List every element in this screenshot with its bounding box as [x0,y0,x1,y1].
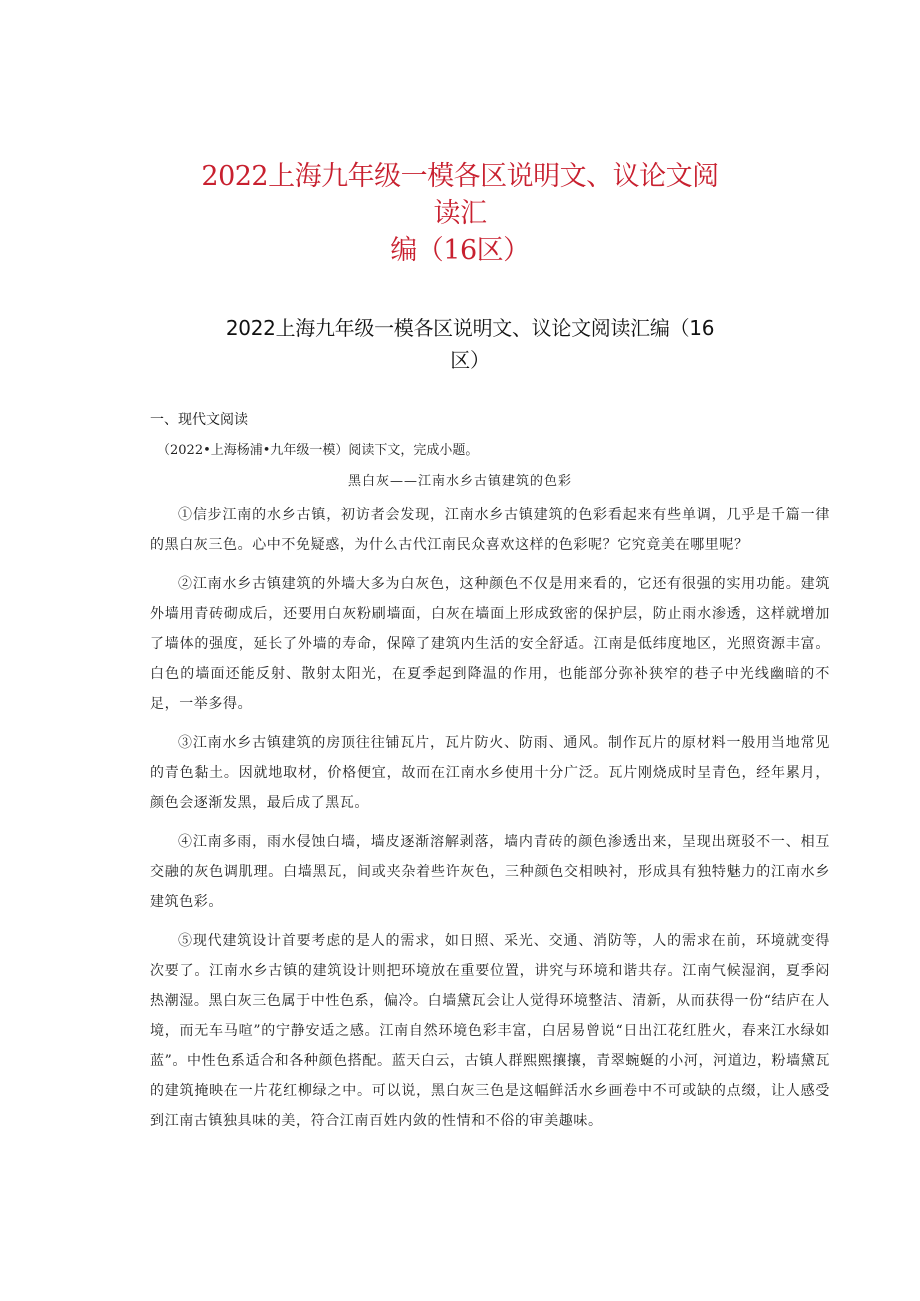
red-title-line-2: 编（16区） [390,235,530,266]
paragraph-3: ③江南水乡古镇建筑的房顶往往铺瓦片，瓦片防火、防雨、通风。制作瓦片的原材料一般用当地常见的青色黏土。因就地取材，价格便宜，故而在江南水乡使用十分广泛。瓦片刚烧成时呈青色，经年累月，颜色会逐渐发黑，最后成了黑瓦。 [150,735,830,811]
black-title-line-2: 区） [450,348,490,372]
paragraph-4: ④江南多雨，雨水侵蚀白墙，墙皮逐渐溶解剥落，墙内青砖的颜色渗透出来，呈现出斑驳不一、相互交融的灰色调肌理。白墙黑瓦，间或夹杂着些许灰色，三种颜色交相映衬，形成具有独特魅力的江南水乡建筑色彩。 [150,834,830,910]
paragraph-2: ②江南水乡古镇建筑的外墙大多为白灰色，这种颜色不仅是用来看的，它还有很强的实用功能。建筑外墙用青砖砌成后，还要用白灰粉刷墙面，白灰在墙面上形成致密的保护层，防止雨水渗透，这样就增加了墙体的强度，延长了外墙的寿命，保障了建筑内生活的安全舒适。江南是低纬度地区，光照资源丰富。白色的墙面还能反射、散射太阳光，在夏季起到降温的作用，也能部分弥补狭窄的巷子中光线幽暗的不足，一举多得。 [150,576,830,712]
document-title-red [190,158,730,269]
section-heading: 一、现代文阅读 [150,412,248,428]
paragraph-5: ⑤现代建筑设计首要考虑的是人的需求，如日照、采光、交通、消防等，人的需求在前，环境就变得次要了。江南水乡古镇的建筑设计则把环境放在重要位置，讲究与环境和谐共存。江南气候湿润，夏季闷热潮湿。黑白灰三色属于中性色系，偏冷。白墙黛瓦会让人觉得环境整洁、清新，从而获得一份“结庐在人境，而无车马喧”的宁静安适之感。江南自然环境色彩丰富，白居易曾说“日出江花红胜火，春来江水绿如蓝”。中性色系适合和各种颜色搭配。蓝天白云，古镇人群熙熙攘攘，青翠蜿蜒的小河，河道边，粉墙黛瓦的建筑掩映在一片花红柳绿之中。可以说，黑白灰三色是这幅鲜活水乡画卷中不可或缺的点缀，让人感受到江南古镇独具味的美，符合江南百姓内敛的性情和不俗的审美趣味。 [150,933,830,1129]
question-source: （2022•上海杨浦•九年级一模）阅读下文，完成小题。 [157,443,479,458]
red-title-line-1: 2022上海九年级一模各区说明文、议论文阅读汇 [201,161,719,229]
paragraph-1: ①信步江南的水乡古镇，初访者会发现，江南水乡古镇建筑的色彩看起来有些单调，几乎是千篇一律的黑白灰三色。心中不免疑惑，为什么古代江南民众喜欢这样的色彩呢？它究竟美在哪里呢？ [150,507,830,553]
article-body [150,500,830,1145]
document-title-black [200,312,740,376]
black-title-line-1: 2022上海九年级一模各区说明文、议论文阅读汇编（16 [225,316,715,340]
article-title: 黑白灰——江南水乡古镇建筑的色彩 [347,474,572,489]
